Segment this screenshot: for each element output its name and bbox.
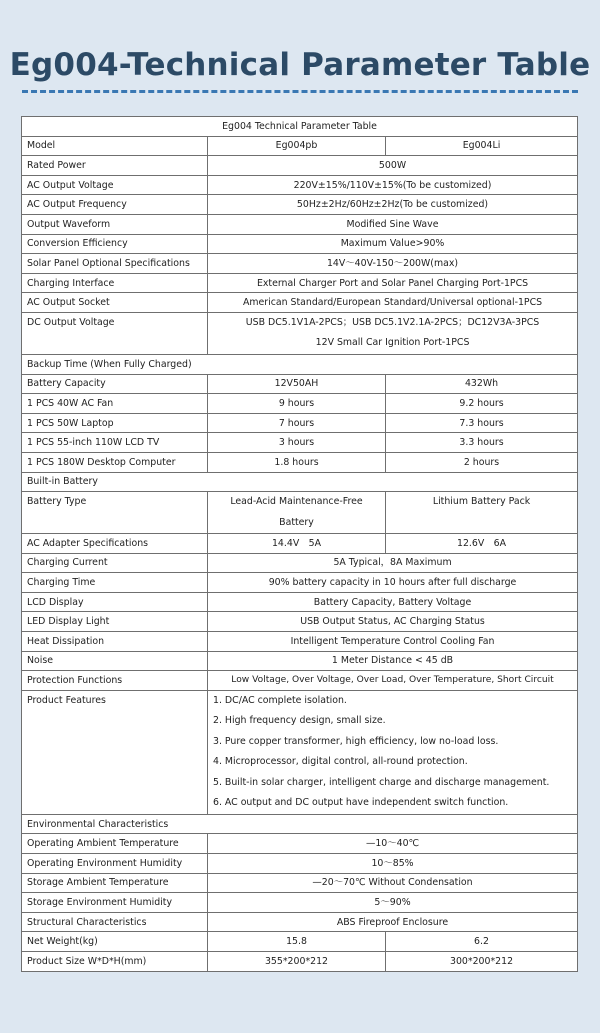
row-value: 50Hz±2Hz/60Hz±2Hz(To be customized) <box>208 195 578 215</box>
table-row <box>22 413 578 433</box>
row-value: Intelligent Temperature Control Cooling Fan <box>208 632 578 652</box>
value-li: 6.2 <box>386 932 578 952</box>
value-li: 9.2 hours <box>386 394 578 414</box>
row-label: Charging Current <box>22 553 208 573</box>
row-value: Modified Sine Wave <box>208 214 578 234</box>
table-row <box>22 912 578 932</box>
row-value: 220V±15%/110V±15%(To be customized) <box>208 175 578 195</box>
section-row <box>22 472 578 492</box>
feature-item: 2. High frequency design, small size. <box>213 715 386 727</box>
dc-output-line-2: 12V Small Car Ignition Port-1PCS <box>315 337 470 349</box>
value-pb: 12V50AH <box>208 374 386 394</box>
table-row <box>22 195 578 215</box>
table-row <box>22 273 578 293</box>
table-row <box>22 873 578 893</box>
table-row <box>22 690 578 814</box>
row-label: 1 PCS 50W Laptop <box>22 413 208 433</box>
model-pb: Eg004pb <box>208 136 386 156</box>
table-row <box>22 893 578 913</box>
row-value: 1 Meter Distance < 45 dB <box>208 651 578 671</box>
table-row <box>22 312 578 354</box>
page-title: Eg004-Technical Parameter Table <box>9 47 591 83</box>
value-li: 12.6V 6A <box>386 534 578 554</box>
row-label: Battery Capacity <box>22 374 208 394</box>
row-label: Noise <box>22 651 208 671</box>
row-value: 10～85% <box>208 854 578 874</box>
row-value: —20～70℃ Without Condensation <box>208 873 578 893</box>
row-label: Solar Panel Optional Specifications <box>22 254 208 274</box>
table-row <box>22 573 578 593</box>
row-label: 1 PCS 40W AC Fan <box>22 394 208 414</box>
row-value: ABS Fireproof Enclosure <box>208 912 578 932</box>
table-row <box>22 834 578 854</box>
table-row <box>22 293 578 313</box>
row-label: Heat Dissipation <box>22 632 208 652</box>
row-label: Battery Type <box>22 492 208 534</box>
table-row <box>22 632 578 652</box>
table-caption-row <box>22 117 578 137</box>
row-label: AC Output Voltage <box>22 175 208 195</box>
feature-item: 6. AC output and DC output have independent switch function. <box>213 797 509 809</box>
row-value: 500W <box>208 156 578 176</box>
table-row <box>22 492 578 534</box>
table-row <box>22 553 578 573</box>
row-value: Maximum Value>90% <box>208 234 578 254</box>
section-row <box>22 814 578 834</box>
row-value: 14V～40V-150～200W(max) <box>208 254 578 274</box>
feature-item: 5. Built-in solar charger, intelligent charge and discharge management. <box>213 776 550 788</box>
row-value: 90% battery capacity in 10 hours after full discharge <box>208 573 578 593</box>
row-label: Model <box>22 136 208 156</box>
table-caption: Eg004 Technical Parameter Table <box>22 117 578 137</box>
row-value: Battery Capacity, Battery Voltage <box>208 592 578 612</box>
value-pb: 355*200*212 <box>208 952 386 972</box>
value-pb: Lead-Acid Maintenance-Free Battery <box>208 492 386 534</box>
row-label: 1 PCS 55-inch 110W LCD TV <box>22 433 208 453</box>
feature-item: 3. Pure copper transformer, high efficiency, low no-load loss. <box>213 735 499 747</box>
table-row <box>22 534 578 554</box>
row-label: Net Weight(kg) <box>22 932 208 952</box>
row-label: Protection Functions <box>22 671 208 691</box>
table-row <box>22 254 578 274</box>
table-row <box>22 214 578 234</box>
table-row <box>22 394 578 414</box>
table-row <box>22 452 578 472</box>
row-value: 5～90% <box>208 893 578 913</box>
section-backup-time: Backup Time (When Fully Charged) <box>22 354 578 374</box>
table-row <box>22 592 578 612</box>
row-label: AC Adapter Specifications <box>22 534 208 554</box>
row-label: Structural Characteristics <box>22 912 208 932</box>
row-label: 1 PCS 180W Desktop Computer <box>22 452 208 472</box>
row-label: LED Display Light <box>22 612 208 632</box>
row-value: External Charger Port and Solar Panel Charging Port-1PCS <box>208 273 578 293</box>
title-divider <box>22 90 578 93</box>
table-row <box>22 932 578 952</box>
row-label: Conversion Efficiency <box>22 234 208 254</box>
row-label: Operating Environment Humidity <box>22 854 208 874</box>
value-li: 3.3 hours <box>386 433 578 453</box>
table-row <box>22 175 578 195</box>
row-label: Charging Interface <box>22 273 208 293</box>
section-builtin-battery: Built-in Battery <box>22 472 578 492</box>
row-label: LCD Display <box>22 592 208 612</box>
row-value: Low Voltage, Over Voltage, Over Load, Over Temperature, Short Circuit <box>208 671 578 691</box>
value-li: Lithium Battery Pack <box>386 492 578 534</box>
table-row <box>22 136 578 156</box>
section-row <box>22 354 578 374</box>
dc-output-value <box>208 312 578 354</box>
model-li: Eg004Li <box>386 136 578 156</box>
feature-item: 4. Microprocessor, digital control, all-round protection. <box>213 756 468 768</box>
value-pb: 7 hours <box>208 413 386 433</box>
value-li: 2 hours <box>386 452 578 472</box>
table-row <box>22 854 578 874</box>
row-label: Product Features <box>22 690 208 814</box>
value-li: 7.3 hours <box>386 413 578 433</box>
row-value: —10～40℃ <box>208 834 578 854</box>
row-label: Charging Time <box>22 573 208 593</box>
value-li: 300*200*212 <box>386 952 578 972</box>
section-environmental: Environmental Characteristics <box>22 814 578 834</box>
value-li: 432Wh <box>386 374 578 394</box>
row-label: AC Output Socket <box>22 293 208 313</box>
table-row <box>22 651 578 671</box>
dc-output-line-1: USB DC5.1V1A-2PCS；USB DC5.1V2.1A-2PCS；DC12V3A-3PCS <box>245 316 540 328</box>
row-label: Operating Ambient Temperature <box>22 834 208 854</box>
value-pb: 3 hours <box>208 433 386 453</box>
row-label: Product Size W*D*H(mm) <box>22 952 208 972</box>
table-row <box>22 612 578 632</box>
row-label: DC Output Voltage <box>22 312 208 354</box>
table-row <box>22 433 578 453</box>
row-label: Rated Power <box>22 156 208 176</box>
parameter-table <box>21 116 578 972</box>
table-row <box>22 374 578 394</box>
table-row <box>22 671 578 691</box>
features-list <box>208 690 578 814</box>
row-label: Storage Ambient Temperature <box>22 873 208 893</box>
feature-item: 1. DC/AC complete isolation. <box>213 694 347 706</box>
row-value: 5A Typical，8A Maximum <box>208 553 578 573</box>
row-label: AC Output Frequency <box>22 195 208 215</box>
row-label: Storage Environment Humidity <box>22 893 208 913</box>
table-row <box>22 234 578 254</box>
row-value: USB Output Status, AC Charging Status <box>208 612 578 632</box>
row-label: Output Waveform <box>22 214 208 234</box>
value-pb: 9 hours <box>208 394 386 414</box>
value-pb: 14.4V 5A <box>208 534 386 554</box>
table-row <box>22 952 578 972</box>
row-value: American Standard/European Standard/Universal optional-1PCS <box>208 293 578 313</box>
value-pb: 15.8 <box>208 932 386 952</box>
table-row <box>22 156 578 176</box>
value-pb: 1.8 hours <box>208 452 386 472</box>
